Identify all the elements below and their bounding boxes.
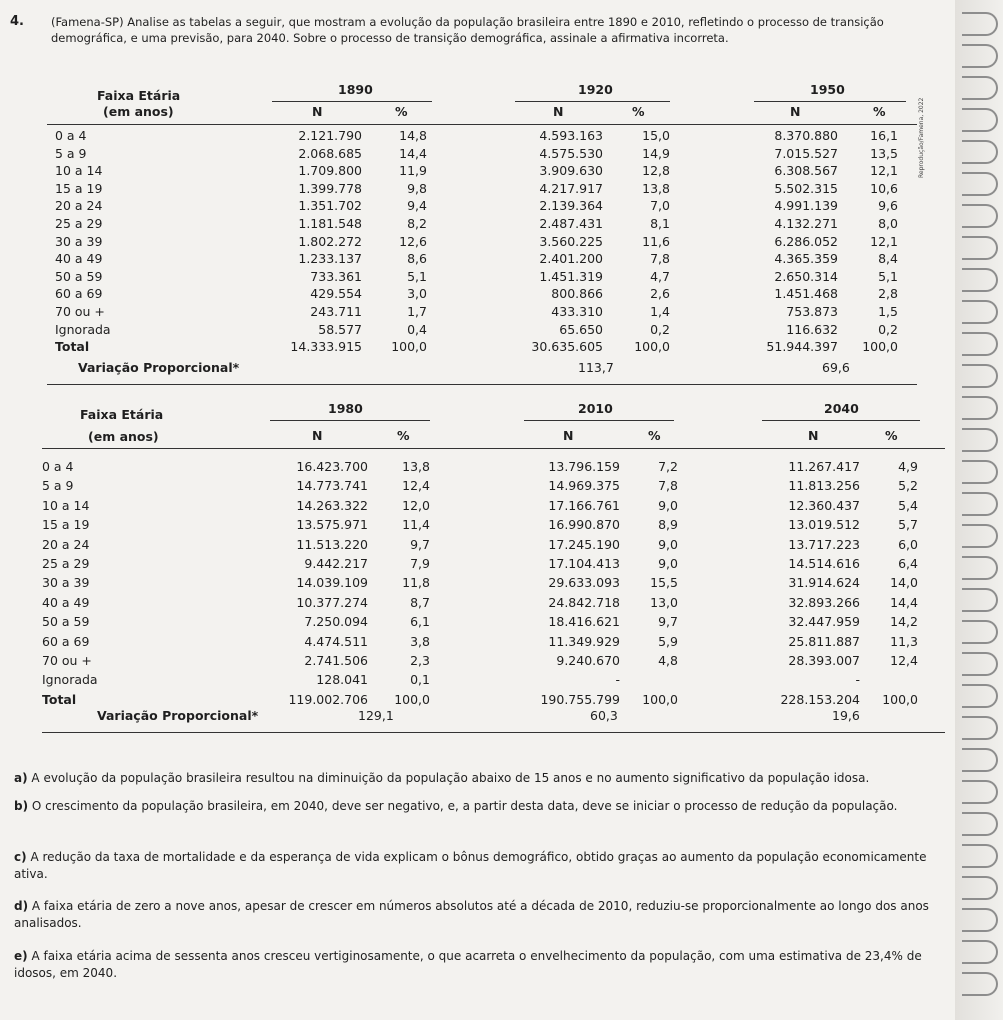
year-underline (515, 101, 670, 102)
population-percent: 14,4 (399, 145, 427, 161)
population-percent: 11,4 (402, 517, 430, 533)
population-count: 11.813.256 (788, 478, 860, 494)
population-count: 24.842.718 (548, 594, 620, 610)
binder-ring (962, 652, 998, 676)
binder-ring (962, 236, 998, 260)
population-count: 14.969.375 (548, 478, 620, 494)
population-percent: 11,3 (890, 633, 918, 649)
pct-header: % (648, 428, 661, 443)
binder-ring (962, 716, 998, 740)
population-percent: 100,0 (394, 691, 430, 707)
population-count: 65.650 (559, 321, 603, 337)
age-group-label: 0 a 4 (42, 459, 74, 474)
population-percent: 5,1 (407, 268, 427, 284)
population-percent: 1,5 (878, 304, 898, 319)
population-count: 4.575.530 (539, 145, 603, 161)
population-percent: 9,6 (878, 198, 898, 214)
population-count: 8.370.880 (774, 128, 838, 143)
n-header: N (312, 428, 323, 443)
binder-ring (962, 140, 998, 164)
population-percent: 9,4 (407, 198, 427, 214)
population-percent: 0,2 (650, 321, 670, 337)
population-percent: 8,2 (407, 216, 427, 231)
population-percent: 6,4 (898, 556, 918, 571)
population-count: 2.401.200 (539, 251, 603, 267)
n-header: N (808, 428, 819, 443)
year-underline (524, 420, 674, 421)
population-count: 10.377.274 (296, 594, 368, 610)
population-count: 4.593.163 (539, 128, 603, 143)
population-percent: 14,9 (642, 145, 670, 161)
age-group-label: 40 a 49 (42, 594, 90, 610)
binder-ring (962, 172, 998, 196)
population-count: 1.399.778 (298, 180, 362, 196)
age-group-label: Total (42, 691, 77, 707)
option-text: A faixa etária acima de sessenta anos cresceu vertiginosamente, o que acarreta o envelhecimento da população, com uma estimativa de 23,4% de idosos, em 2040. (14, 949, 922, 980)
year-underline (762, 420, 920, 421)
year-header: 1920 (578, 82, 613, 97)
population-count: 9.240.670 (556, 653, 620, 668)
population-percent: 4,8 (658, 653, 678, 668)
option-letter: a) (14, 771, 28, 785)
population-percent: 9,0 (658, 536, 678, 552)
age-group-label: 60 a 69 (55, 286, 103, 302)
population-count: 13.575.971 (296, 517, 368, 533)
population-count: 7.250.094 (304, 614, 368, 630)
population-percent: 13,5 (870, 145, 898, 161)
image-credit: Reprodução/Famena, 2022 (918, 97, 925, 178)
population-count: 14.263.322 (296, 497, 368, 513)
age-group-label: 50 a 59 (55, 268, 103, 284)
year-header: 1890 (338, 82, 373, 97)
binder-ring (962, 908, 998, 932)
binder-ring (962, 204, 998, 228)
table-bottom-rule (47, 384, 917, 385)
year-underline (272, 101, 432, 102)
n-header: N (790, 104, 801, 119)
option-text: A evolução da população brasileira resultou na diminuição da população abaixo de 15 anos e no aumento significativo da população idosa. (31, 771, 870, 785)
age-group-label: Ignorada (42, 672, 98, 688)
binder-ring (962, 844, 998, 868)
variacao-value: 69,6 (822, 359, 850, 375)
population-count: 14.039.109 (296, 575, 368, 591)
table-bottom-rule (42, 732, 945, 733)
population-count: 2.650.314 (774, 268, 838, 284)
year-header: 2040 (824, 401, 859, 416)
population-percent: 100,0 (862, 339, 898, 355)
population-percent: 7,0 (650, 198, 670, 214)
header-rule (47, 124, 917, 125)
population-percent: 5,7 (898, 517, 918, 533)
population-percent: 0,1 (410, 672, 430, 688)
n-header: N (312, 104, 323, 119)
population-percent: 13,8 (402, 459, 430, 474)
population-percent: 12,6 (399, 233, 427, 249)
population-count: 119.002.706 (288, 691, 368, 707)
population-count: 28.393.007 (788, 653, 860, 668)
age-group-label: Total (55, 339, 90, 355)
age-group-label: Ignorada (55, 321, 111, 337)
population-percent: 14,8 (399, 128, 427, 143)
population-percent: 0,4 (407, 321, 427, 337)
population-count: 9.442.217 (304, 556, 368, 571)
population-percent: 9,7 (410, 536, 430, 552)
option-letter: e) (14, 949, 28, 963)
population-count: 4.365.359 (774, 251, 838, 267)
binder-ring (962, 876, 998, 900)
population-count: 2.068.685 (298, 145, 362, 161)
population-percent: 9,7 (658, 614, 678, 630)
year-header: 1950 (810, 82, 845, 97)
binder-ring (962, 428, 998, 452)
binder-ring (962, 684, 998, 708)
n-header: N (553, 104, 564, 119)
age-group-label: 5 a 9 (42, 478, 74, 494)
population-percent: 100,0 (642, 691, 678, 707)
population-count: 13.717.223 (788, 536, 860, 552)
pct-header: % (632, 104, 645, 119)
population-count: 4.991.139 (774, 198, 838, 214)
population-percent: 1,7 (407, 304, 427, 319)
age-group-label: 50 a 59 (42, 614, 90, 630)
population-count: 2.741.506 (304, 653, 368, 668)
option-e[interactable] (14, 948, 949, 982)
population-percent: 9,0 (658, 497, 678, 513)
age-group-label: 70 ou + (55, 304, 105, 319)
population-count: 1.233.137 (298, 251, 362, 267)
population-percent: 12,1 (870, 163, 898, 179)
population-count: 13.796.159 (548, 459, 620, 474)
population-percent: 14,2 (890, 614, 918, 630)
population-count: 12.360.437 (788, 497, 860, 513)
population-count: 6.308.567 (774, 163, 838, 179)
population-count: 2.121.790 (298, 128, 362, 143)
age-group-label: 30 a 39 (55, 233, 103, 249)
population-percent: 8,9 (658, 517, 678, 533)
population-count: 1.451.319 (539, 268, 603, 284)
variacao-value: 60,3 (590, 708, 618, 724)
population-count: 429.554 (310, 286, 362, 302)
population-percent: 13,0 (650, 594, 678, 610)
binder-ring (962, 396, 998, 420)
age-group-label: 15 a 19 (55, 180, 103, 196)
population-count: 16.423.700 (296, 459, 368, 474)
population-count: - (855, 672, 860, 688)
option-text: A faixa etária de zero a nove anos, apesar de crescer em números absolutos até a década de 2010, reduziu-se proporcionalmente ao longo dos anos analisados. (14, 899, 929, 930)
age-group-label: 10 a 14 (42, 497, 90, 513)
age-group-label: 15 a 19 (42, 517, 90, 533)
variacao-value: 129,1 (358, 708, 394, 724)
year-header: 1980 (328, 401, 363, 416)
population-percent: 10,6 (870, 180, 898, 196)
population-count: 58.577 (318, 321, 362, 337)
population-percent: 8,6 (407, 251, 427, 267)
population-percent: 8,7 (410, 594, 430, 610)
population-percent: 9,8 (407, 180, 427, 196)
population-percent: 5,1 (878, 268, 898, 284)
age-group-label: 70 ou + (42, 653, 92, 668)
binder-ring (962, 620, 998, 644)
binder-ring (962, 76, 998, 100)
population-count: 51.944.397 (766, 339, 838, 355)
population-percent: 6,1 (410, 614, 430, 630)
population-count: 14.333.915 (290, 339, 362, 355)
population-percent: 12,1 (870, 233, 898, 249)
population-percent: 5,4 (898, 497, 918, 513)
binder-ring (962, 44, 998, 68)
population-count: 800.866 (551, 286, 603, 302)
population-percent: 5,2 (898, 478, 918, 494)
age-group-label: 30 a 39 (42, 575, 90, 591)
population-count: 3.560.225 (539, 233, 603, 249)
population-count: 17.104.413 (548, 556, 620, 571)
option-letter: b) (14, 799, 29, 813)
population-count: 32.893.266 (788, 594, 860, 610)
population-count: 128.041 (316, 672, 368, 688)
variacao-value: 19,6 (832, 708, 860, 724)
population-count: 190.755.799 (540, 691, 620, 707)
population-count: 32.447.959 (788, 614, 860, 630)
variacao-label: Variação Proporcional* (97, 708, 259, 724)
year-underline (270, 420, 430, 421)
population-count: 2.487.431 (539, 216, 603, 231)
population-percent: 14,0 (890, 575, 918, 591)
faixa-header: Faixa Etária (97, 88, 181, 103)
population-count: 1.181.548 (298, 216, 362, 231)
population-percent: 8,4 (878, 251, 898, 267)
population-percent: 7,8 (650, 251, 670, 267)
population-count: 16.990.870 (548, 517, 620, 533)
population-percent: 2,8 (878, 286, 898, 302)
binder-ring (962, 364, 998, 388)
population-count: 1.451.468 (774, 286, 838, 302)
population-percent: 11,8 (402, 575, 430, 591)
population-count: 14.514.616 (788, 556, 860, 571)
population-count: 433.310 (551, 304, 603, 319)
age-group-label: 20 a 24 (55, 198, 103, 214)
binder-ring (962, 972, 998, 996)
option-letter: d) (14, 899, 29, 913)
population-count: 6.286.052 (774, 233, 838, 249)
population-count: 4.132.271 (774, 216, 838, 231)
population-count: 11.267.417 (788, 459, 860, 474)
binder-ring (962, 300, 998, 324)
n-header: N (563, 428, 574, 443)
option-text: O crescimento da população brasileira, em 2040, deve ser negativo, e, a partir desta data, deve se iniciar o processo de redução da população. (31, 799, 898, 813)
population-percent: 12,0 (402, 497, 430, 513)
population-count: 243.711 (310, 304, 362, 319)
population-percent: 4,9 (898, 459, 918, 474)
population-percent: 2,6 (650, 286, 670, 302)
population-percent: 3,0 (407, 286, 427, 302)
faixa-subheader: (em anos) (103, 104, 174, 119)
population-percent: 13,8 (642, 180, 670, 196)
binder-ring (962, 556, 998, 580)
population-count: 228.153.204 (780, 691, 860, 707)
question-text: (Famena-SP) Analise as tabelas a seguir, que mostram a evolução da população brasileira entre 1890 e 2010, refletindo o processo de transição demográfica, e uma previsão, para 2040. Sobre o processo de transição demográfica, assinale a afirmativa incorreta. (51, 15, 884, 45)
age-group-label: 60 a 69 (42, 633, 90, 649)
binder-ring (962, 780, 998, 804)
population-percent: 9,0 (658, 556, 678, 571)
population-count: 17.245.190 (548, 536, 620, 552)
binder-ring (962, 812, 998, 836)
binder-ring (962, 492, 998, 516)
population-percent: 12,4 (402, 478, 430, 494)
faixa-subheader: (em anos) (88, 429, 159, 444)
population-count: - (615, 672, 620, 688)
population-count: 733.361 (310, 268, 362, 284)
population-percent: 3,8 (410, 633, 430, 649)
population-count: 11.349.929 (548, 633, 620, 649)
population-percent: 2,3 (410, 653, 430, 668)
binder-ring (962, 588, 998, 612)
binder-ring (962, 748, 998, 772)
population-count: 1.709.800 (298, 163, 362, 179)
population-percent: 100,0 (634, 339, 670, 355)
population-percent: 16,1 (870, 128, 898, 143)
age-group-label: 20 a 24 (42, 536, 90, 552)
population-count: 753.873 (786, 304, 838, 319)
binder-ring (962, 524, 998, 548)
binder-ring (962, 108, 998, 132)
population-count: 14.773.741 (296, 478, 368, 494)
population-percent: 6,0 (898, 536, 918, 552)
age-group-label: 25 a 29 (55, 216, 103, 231)
population-count: 3.909.630 (539, 163, 603, 179)
binder-ring (962, 940, 998, 964)
population-percent: 100,0 (882, 691, 918, 707)
population-percent: 0,2 (878, 321, 898, 337)
population-percent: 8,0 (878, 216, 898, 231)
variacao-label: Variação Proporcional* (78, 359, 240, 375)
population-count: 7.015.527 (774, 145, 838, 161)
option-text: A redução da taxa de mortalidade e da esperança de vida explicam o bônus demográfico, obtido graças ao aumento da população economicamente ativa. (14, 850, 927, 881)
population-count: 4.474.511 (304, 633, 368, 649)
population-count: 1.802.272 (298, 233, 362, 249)
faixa-header: Faixa Etária (80, 407, 164, 422)
population-count: 4.217.917 (539, 180, 603, 196)
variacao-value: 113,7 (578, 359, 614, 375)
age-group-label: 5 a 9 (55, 145, 87, 161)
population-percent: 14,4 (890, 594, 918, 610)
population-percent: 11,9 (399, 163, 427, 179)
age-group-label: 40 a 49 (55, 251, 103, 267)
population-count: 31.914.624 (788, 575, 860, 591)
population-percent: 7,8 (658, 478, 678, 494)
population-count: 116.632 (786, 321, 838, 337)
population-count: 13.019.512 (788, 517, 860, 533)
population-count: 5.502.315 (774, 180, 838, 196)
binder-ring (962, 460, 998, 484)
header-rule (42, 448, 945, 449)
year-underline (754, 101, 906, 102)
population-percent: 12,4 (890, 653, 918, 668)
binder-ring (962, 12, 998, 36)
population-percent: 5,9 (658, 633, 678, 649)
population-percent: 100,0 (391, 339, 427, 355)
population-count: 30.635.605 (531, 339, 603, 355)
age-group-label: 10 a 14 (55, 163, 103, 179)
population-percent: 7,9 (410, 556, 430, 571)
population-count: 17.166.761 (548, 497, 620, 513)
population-percent: 11,6 (642, 233, 670, 249)
age-group-label: 0 a 4 (55, 128, 87, 143)
option-b[interactable] (14, 798, 949, 815)
population-percent: 1,4 (650, 304, 670, 319)
option-c[interactable] (14, 849, 949, 883)
population-count: 11.513.220 (296, 536, 368, 552)
pct-header: % (395, 104, 408, 119)
binder-ring (962, 332, 998, 356)
age-group-label: 25 a 29 (42, 556, 90, 571)
population-percent: 12,8 (642, 163, 670, 179)
pct-header: % (873, 104, 886, 119)
population-percent: 7,2 (658, 459, 678, 474)
question-number: 4. (10, 14, 24, 29)
population-count: 25.811.887 (788, 633, 860, 649)
population-percent: 15,0 (642, 128, 670, 143)
population-percent: 4,7 (650, 268, 670, 284)
pct-header: % (397, 428, 410, 443)
population-count: 29.633.093 (548, 575, 620, 591)
pct-header: % (885, 428, 898, 443)
year-header: 2010 (578, 401, 613, 416)
population-percent: 8,1 (650, 216, 670, 231)
binder-ring (962, 268, 998, 292)
population-count: 2.139.364 (539, 198, 603, 214)
option-letter: c) (14, 850, 27, 864)
option-a[interactable] (14, 770, 949, 787)
population-count: 18.416.621 (548, 614, 620, 630)
option-d[interactable] (14, 898, 949, 932)
population-count: 1.351.702 (298, 198, 362, 214)
population-percent: 15,5 (650, 575, 678, 591)
